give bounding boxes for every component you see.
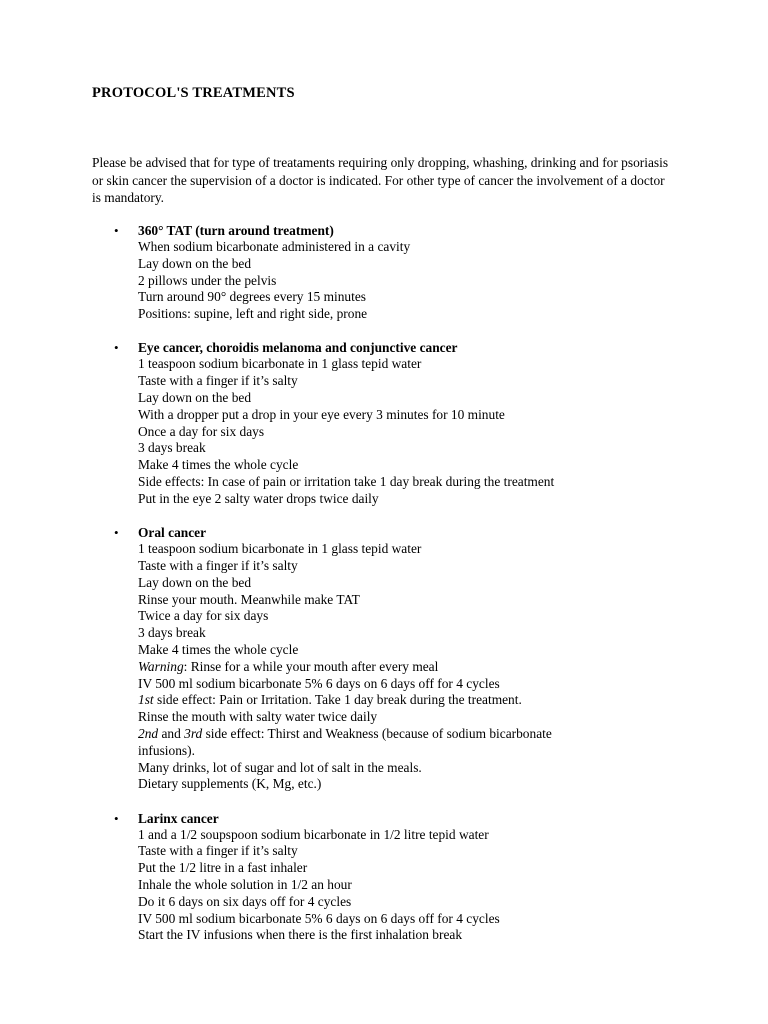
line-text: 3 days break bbox=[138, 440, 206, 456]
treatment-section bbox=[0, 810, 768, 945]
instruction-line bbox=[138, 843, 768, 860]
line-text: 1 and a 1/2 soupspoon sodium bicarbonate in 1/2 litre tepid water bbox=[138, 826, 489, 842]
instruction-line bbox=[138, 289, 768, 306]
line-text: Inhale the whole solution in 1/2 an hour bbox=[138, 877, 352, 892]
instruction-line bbox=[138, 356, 768, 373]
instruction-line bbox=[138, 726, 768, 743]
line-text: Lay down on the bed bbox=[138, 390, 252, 406]
treatment-section bbox=[0, 524, 768, 793]
instruction-line bbox=[138, 625, 768, 642]
instruction-line bbox=[138, 827, 768, 844]
instruction-line bbox=[138, 424, 768, 441]
instruction-line bbox=[138, 491, 768, 508]
line-text: : Rinse for a while your mouth after every meal bbox=[183, 658, 439, 674]
bullet-icon: • bbox=[114, 525, 119, 541]
instruction-line bbox=[138, 373, 768, 390]
line-text: Start the IV infusions when there is the first inhalation break bbox=[138, 927, 463, 943]
section-heading: Oral cancer bbox=[138, 525, 207, 541]
line-text: side effect: Thirst and Weakness (because of sodium bicarbonate bbox=[202, 725, 552, 741]
instruction-line bbox=[138, 440, 768, 457]
instruction-line bbox=[138, 474, 768, 491]
instruction-line bbox=[138, 642, 768, 659]
line-text: and bbox=[158, 725, 185, 741]
treatment-section bbox=[0, 222, 768, 323]
line-text: IV 500 ml sodium bicarbonate 5% 6 days on 6 days off for 4 cycles bbox=[138, 910, 500, 926]
section-heading: Larinx cancer bbox=[138, 810, 219, 826]
instruction-line bbox=[138, 709, 768, 726]
instruction-line bbox=[138, 256, 768, 273]
line-text: With a dropper put a drop in your eye every 3 minutes for 10 minute bbox=[138, 406, 505, 422]
line-text: Do it 6 days on six days off for 4 cycles bbox=[138, 893, 352, 909]
emphasis-text: 3rd bbox=[184, 725, 203, 741]
instruction-line bbox=[138, 575, 768, 592]
instruction-line bbox=[138, 692, 768, 709]
instruction-line bbox=[138, 877, 768, 894]
line-text: Once a day for six days bbox=[138, 423, 265, 439]
line-text: IV 500 ml sodium bicarbonate 5% 6 days on 6 days off for 4 cycles bbox=[138, 675, 500, 691]
instruction-line bbox=[138, 676, 768, 693]
line-text: Rinse your mouth. Meanwhile make TAT bbox=[138, 591, 360, 607]
section-heading: 360° TAT (turn around treatment) bbox=[138, 223, 334, 238]
line-text: Rinse the mouth with salty water twice daily bbox=[138, 709, 378, 725]
line-text: Taste with a finger if it’s salty bbox=[138, 557, 298, 573]
instruction-line bbox=[138, 558, 768, 575]
instruction-line bbox=[138, 894, 768, 911]
instruction-line bbox=[138, 390, 768, 407]
line-text: infusions). bbox=[138, 742, 195, 758]
line-text: Make 4 times the whole cycle bbox=[138, 641, 299, 657]
instruction-line bbox=[138, 743, 768, 760]
line-text: side effect: Pain or Irritation. Take 1 day break during the treatment. bbox=[153, 692, 522, 708]
instruction-line bbox=[138, 407, 768, 424]
emphasis-text: 1st bbox=[138, 692, 154, 708]
line-text: When sodium bicarbonate administered in a cavity bbox=[138, 239, 411, 254]
line-text: 1 teaspoon sodium bicarbonate in 1 glass tepid water bbox=[138, 541, 422, 557]
emphasis-text: 2nd bbox=[138, 725, 159, 741]
bullet-icon: • bbox=[114, 340, 119, 356]
instruction-line bbox=[138, 273, 768, 290]
line-text: 2 pillows under the pelvis bbox=[138, 272, 277, 288]
line-text: Put in the eye 2 salty water drops twice daily bbox=[138, 490, 379, 506]
line-text: Put the 1/2 litre in a fast inhaler bbox=[138, 860, 308, 876]
instruction-line bbox=[138, 860, 768, 877]
instruction-line bbox=[138, 776, 768, 793]
section-heading: Eye cancer, choroidis melanoma and conjunctive cancer bbox=[138, 340, 458, 356]
document-title: PROTOCOL'S TREATMENTS bbox=[92, 85, 295, 101]
line-text: 3 days break bbox=[138, 625, 206, 641]
bullet-icon: • bbox=[114, 810, 119, 826]
line-text: Lay down on the bed bbox=[138, 574, 252, 590]
treatment-section bbox=[0, 339, 768, 507]
line-text: Twice a day for six days bbox=[138, 608, 269, 624]
line-text: Lay down on the bed bbox=[138, 255, 252, 271]
instruction-line bbox=[138, 541, 768, 558]
line-text: Dietary supplements (K, Mg, etc.) bbox=[138, 776, 322, 792]
treatment-sections bbox=[0, 222, 768, 961]
instruction-line bbox=[138, 927, 768, 944]
bullet-icon: • bbox=[114, 223, 119, 238]
instruction-line bbox=[138, 592, 768, 609]
instruction-line bbox=[138, 659, 768, 676]
instruction-line bbox=[138, 760, 768, 777]
line-text: Many drinks, lot of sugar and lot of salt in the meals. bbox=[138, 759, 422, 775]
instruction-line bbox=[138, 911, 768, 928]
line-text: Taste with a finger if it’s salty bbox=[138, 373, 298, 389]
instruction-line bbox=[138, 457, 768, 474]
line-text: Side effects: In case of pain or irritation take 1 day break during the treatment bbox=[138, 474, 555, 490]
instruction-line bbox=[138, 239, 768, 256]
line-text: Turn around 90° degrees every 15 minutes bbox=[138, 289, 366, 305]
line-text: 1 teaspoon sodium bicarbonate in 1 glass tepid water bbox=[138, 356, 422, 372]
instruction-line bbox=[138, 608, 768, 625]
instruction-line bbox=[138, 306, 768, 323]
line-text: Taste with a finger if it’s salty bbox=[138, 843, 298, 859]
intro-paragraph: Please be advised that for type of treataments requiring only dropping, whashing, drinking and for psoriasis or skin cancer the supervision of a doctor is indicated. For other type of cancer the involvement of a doctor is mandatory. bbox=[92, 155, 669, 205]
line-text: Positions: supine, left and right side, prone bbox=[138, 306, 368, 322]
emphasis-text: Warning bbox=[138, 658, 184, 674]
line-text: Make 4 times the whole cycle bbox=[138, 457, 299, 473]
